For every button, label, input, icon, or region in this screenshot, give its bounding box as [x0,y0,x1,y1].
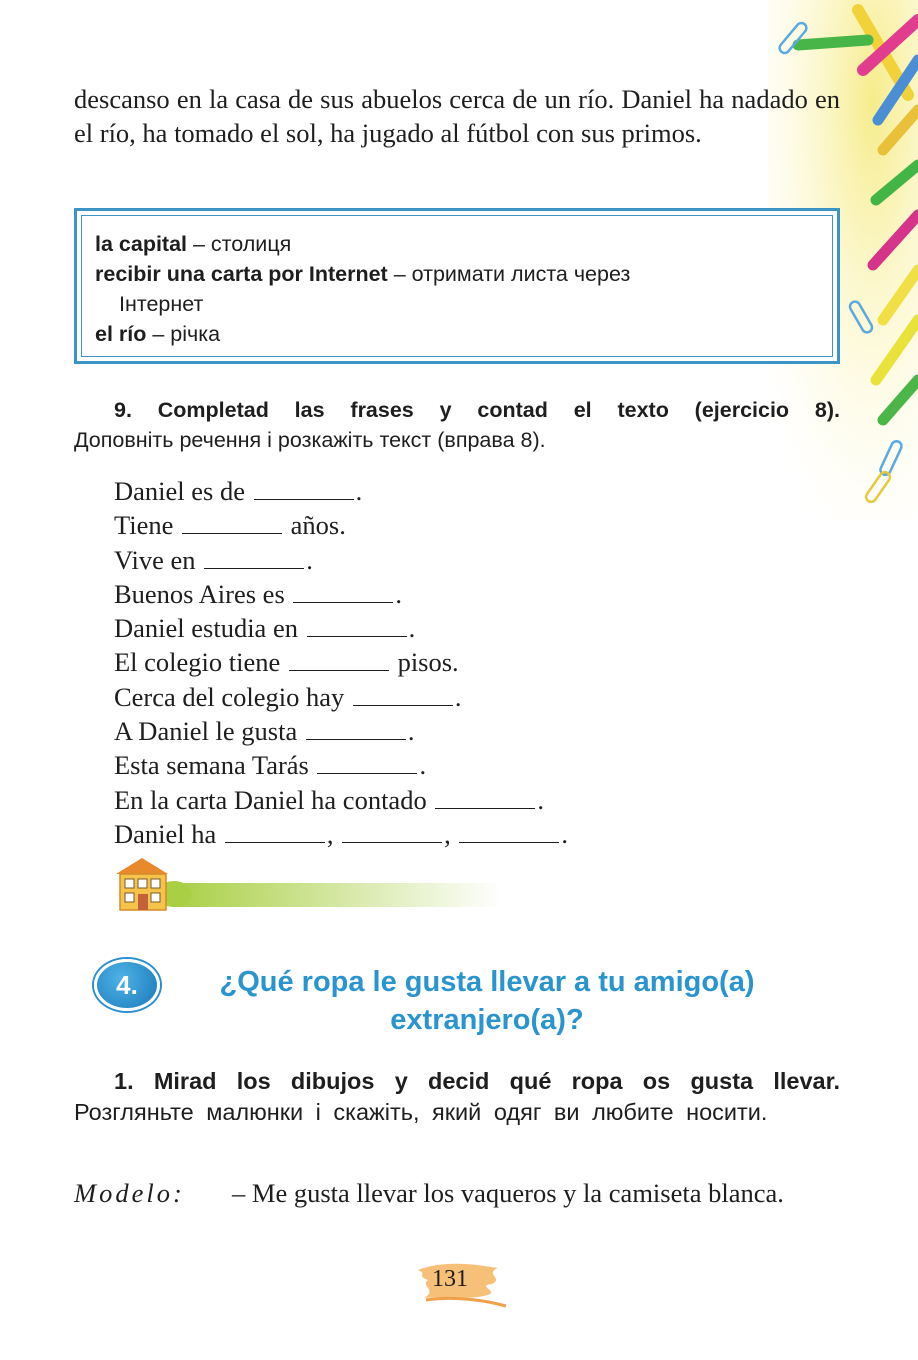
blank-line [459,818,559,843]
page-number-text: 131 [432,1266,468,1292]
section-divider [112,856,512,914]
sentence-end: años. [290,510,346,541]
sentence-end: . [395,578,403,609]
sentence [114,817,568,851]
separator: , [326,818,334,849]
sentence [114,611,568,645]
vocab-entry [95,259,630,289]
sentence-end: . [355,476,363,506]
sentence-text: Cerca del colegio hay [114,681,345,712]
sentence-text: Buenos Aires es [114,578,285,609]
sentence-end: . [561,818,569,849]
vocab-translation: – столиця [187,232,292,256]
sentence [114,645,568,679]
sentence [114,577,568,611]
vocabulary-list [95,229,630,349]
sentence-text: Vive en [114,544,196,575]
model-label: Modelo: [74,1178,185,1208]
exercise-9-heading [74,395,840,455]
exercise-1-instruction-uk: Розгляньте малюнки і скажіть, який одяг ви любите носити. [74,1099,768,1125]
model-text: – Me gusta llevar los vaqueros y la camiseta blanca. [232,1178,784,1208]
section-number-badge: 4. [94,959,160,1011]
sentence [114,543,568,577]
blank-line [254,475,354,500]
section-title-line: ¿Qué ropa le gusta llevar a tu amigo(a) [219,966,755,998]
blank-line [204,544,304,569]
sentence-text: Esta semana Tarás [114,750,309,781]
blank-line [317,749,417,774]
page-number [414,1256,514,1312]
sentence-end: pisos. [397,647,459,678]
sentence-end: . [454,681,462,712]
exercise-1-heading [74,1066,840,1128]
sentence [114,680,568,714]
exercise-9-instruction-uk: Доповніть речення і розкажіть текст (вправа 8). [74,428,546,452]
vocab-term: el río [95,322,147,346]
vocab-translation: – річка [146,322,221,346]
exercise-1-instruction-es: 1. Mirad los dibujos y decid qué ropa os gusta llevar. [114,1068,840,1094]
vocabulary-box [74,208,840,364]
sentence-end: . [537,784,544,815]
blank-line [289,646,389,671]
blank-line [306,715,406,740]
blank-line [353,681,453,706]
sentence-end: . [306,544,313,575]
blank-line [293,578,393,603]
sentence-end: . [408,613,416,644]
sentence [114,714,568,748]
vocab-translation: – отримати листа через [387,262,631,286]
blank-line [182,509,282,534]
sentence-text: Daniel ha [114,818,217,849]
blank-line [435,784,535,809]
house-icon [116,858,192,910]
sentence [114,508,568,542]
sentence [114,748,568,782]
blank-line [342,818,442,843]
blank-line [225,818,325,843]
vocab-term: la capital [95,232,188,256]
intro-paragraph: descanso en la casa de sus abuelos cerca de un río. Daniel ha nadado en el río, ha tomado el sol, ha jugado al fútbol con sus primos. [74,84,840,148]
section-title [162,963,812,1039]
sentence-text: En la carta Daniel ha contado [114,784,427,815]
sentence-end: . [407,716,415,747]
fill-in-sentences [114,474,568,851]
exercise-9-instruction-es: 9. Completad las frases y contad el texto (ejercicio 8). [114,398,840,422]
vocab-entry [95,229,630,259]
vocab-term: recibir una carta por Internet [95,262,388,286]
vocab-translation-continuation: Інтернет [119,292,204,316]
sentence-text: Daniel estudia en [114,613,298,644]
separator: , [444,818,451,849]
section-title-line: extranjero(a)? [390,1004,584,1036]
sentence-text: Tiene [114,510,174,541]
sentence-text: El colegio tiene [114,647,281,678]
sentence [114,783,568,817]
blank-line [307,612,407,637]
sentence-text: Daniel es de [114,476,245,506]
sentence-text: A Daniel le gusta [114,716,298,747]
sentence [114,474,568,508]
sentence-end: . [419,750,427,781]
vocab-entry [95,319,630,349]
